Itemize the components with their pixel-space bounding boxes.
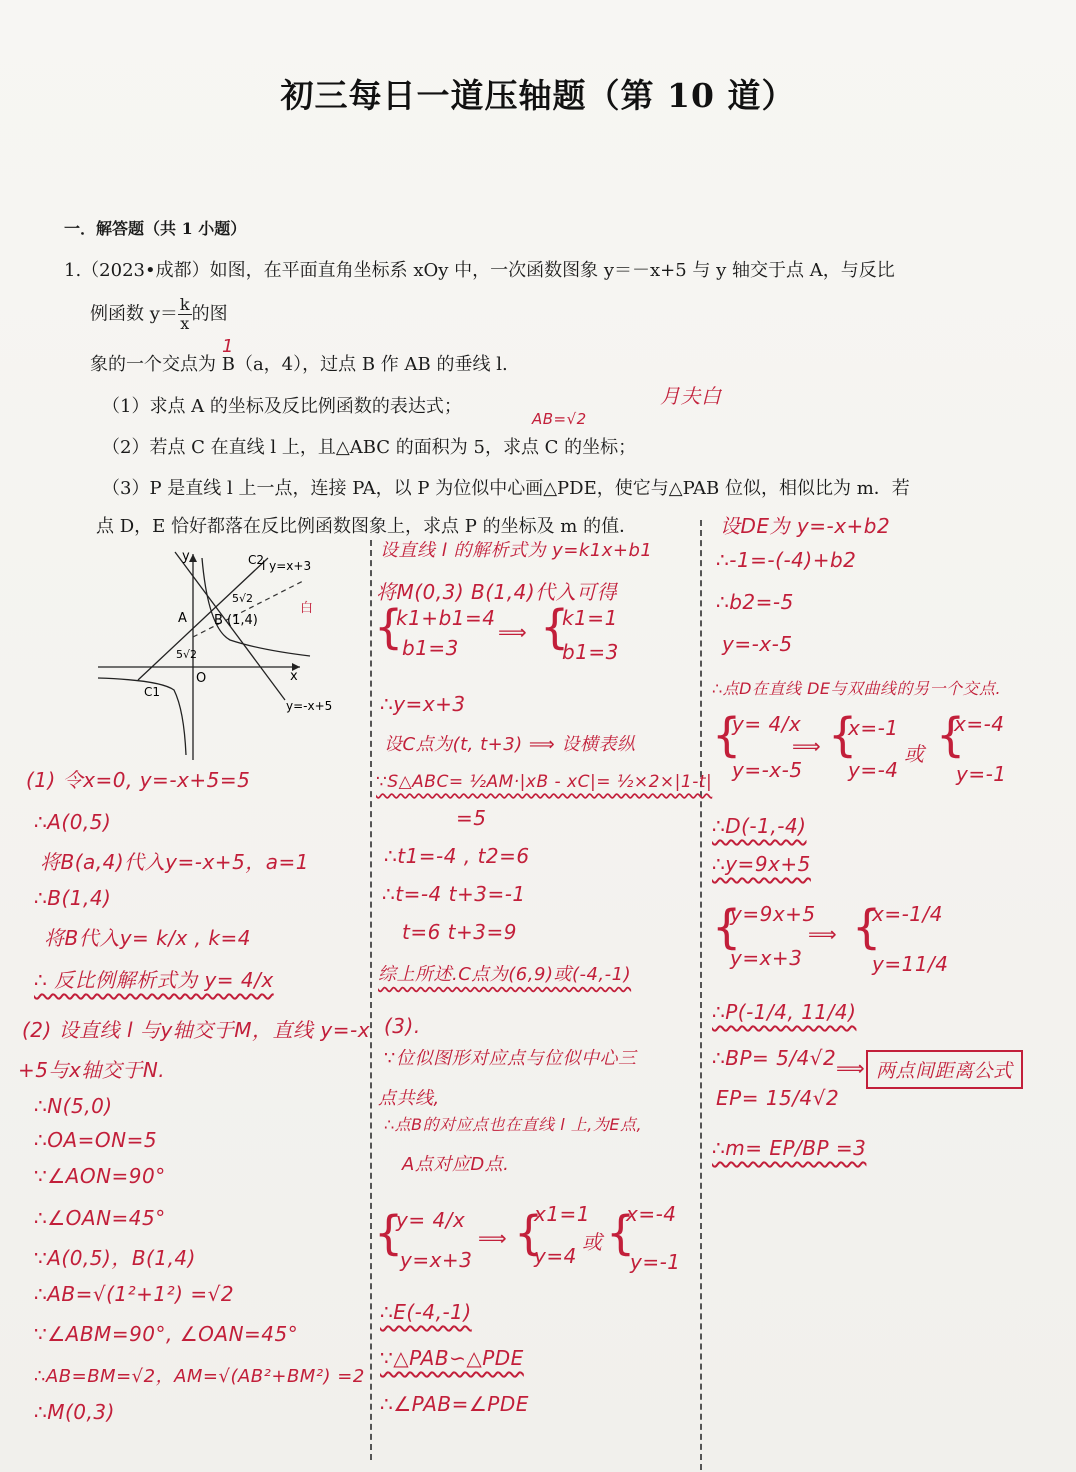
col2-line-17 (380, 1346, 524, 1370)
col3-brace-4: { (712, 900, 742, 954)
col3-eq-3: y=9x+5 (730, 902, 816, 926)
problem-line-3: 象的一个交点为 B（a，4），过点 B 作 AB 的垂线 l. (90, 354, 508, 375)
fraction-k-over-x (178, 296, 192, 333)
col2-eq-3: y= 4/x (396, 1208, 466, 1232)
col3-line-2: ∴-1=-(-4)+b2 (716, 548, 857, 572)
col2-line-7: ∴t1=-4 , t2=6 (384, 844, 530, 868)
col2-brace-1: { (374, 600, 404, 654)
col2-c-result: 综上所述.C点为(6,9)或(-4,-1) (378, 964, 632, 985)
hyperbola-branch-2 (98, 678, 186, 755)
col2-implies-2: ⟹ (478, 1226, 508, 1250)
col2-area-formula: ∵S△ABC= ½AM·|xB - xC|= ½×2×|1-t| (376, 772, 713, 792)
ab-length-note: AB=√2 (532, 410, 587, 428)
col1-line-17: ∴M(0,3) (34, 1400, 115, 1424)
col2-line-11: (3). (384, 1014, 421, 1038)
y-axis-arrow (189, 554, 197, 562)
point-c1-label: C1 (144, 685, 161, 699)
col2-line-12: ∵位似图形对应点与位似中心三 (384, 1048, 637, 1069)
col3-line-3: ∴b2=-5 (716, 590, 794, 614)
col2-line-8: ∴t=-4 t+3=-1 (382, 882, 526, 906)
col1-line-11: ∵∠AON=90° (34, 1164, 166, 1188)
col3-sol-2: y=-4 (848, 758, 899, 782)
col3-sol-1: x=-1 (848, 716, 899, 740)
handwritten-note: 月夫白 (660, 384, 722, 408)
col1-line-8: +5与x轴交于N. (18, 1058, 166, 1082)
fraction-denominator: x (180, 314, 190, 333)
col3-eq-4: y=x+3 (730, 946, 803, 970)
col2-line-5 (376, 772, 712, 792)
col2-line-6: =5 (456, 806, 487, 830)
col3-line-11 (712, 1136, 866, 1160)
col1-line-2: ∴A(0,5) (34, 810, 112, 834)
col2-brace-2: { (540, 600, 570, 654)
column-divider-2 (700, 520, 702, 1470)
col2-implies-1: ⟹ (498, 620, 528, 644)
col3-line-10: EP= 15/4√2 (716, 1086, 840, 1110)
y-axis-label: y (182, 549, 190, 564)
col2-sol-6: y=-1 (630, 1250, 681, 1274)
col3-sol-6: y=11/4 (872, 952, 949, 976)
origin-label: O (196, 671, 207, 686)
col2-sol-5: x=-4 (626, 1202, 677, 1226)
section-heading: 一．解答题（共 1 小题） (64, 219, 247, 238)
problem-line-2-text: 例函数 y＝ (90, 303, 178, 325)
col1-line-1: (1) 令x=0, y=-x+5=5 (26, 768, 251, 792)
col1-result-k: ∴ 反比例解析式为 y= 4/x (34, 968, 274, 992)
point-c2-label: C2 (248, 553, 265, 567)
col3-arrow: ⟹ (836, 1056, 866, 1080)
column-divider-1 (370, 540, 372, 1460)
col3-or: 或 (904, 742, 925, 766)
col2-line-16 (380, 1300, 472, 1324)
col2-line-14: ∴点B的对应点也在直线 l 上,为E点, (384, 1115, 643, 1134)
col2-line-2: 将M(0,3) B(1,4)代入可得 (376, 580, 618, 604)
col3-m-result: ∴m= EP/BP =3 (712, 1136, 867, 1160)
point-b-label: B (1,4) (214, 613, 258, 628)
col2-line-15: A点对应D点. (402, 1154, 510, 1175)
col2-or: 或 (582, 1230, 603, 1254)
col3-line-9: ∴BP= 5/4√2 (712, 1046, 837, 1070)
col3-brace-3: { (936, 708, 966, 762)
col3-brace-5: { (852, 900, 882, 954)
line-l-label: l y=x+3 (262, 559, 312, 573)
col2-sol-4: y=4 (534, 1244, 577, 1268)
problem-line-2 (90, 296, 228, 333)
col1-line-7: (2) 设直线 l 与y轴交于M，直线 y=-x (22, 1018, 371, 1042)
col2-brace-3: { (374, 1206, 404, 1260)
col3-line-5: ∴点D在直线 DE与双曲线的另一个交点. (712, 679, 1002, 698)
col2-sol-3: x1=1 (534, 1202, 591, 1226)
col1-line-6 (34, 964, 274, 993)
distance-formula-box: 两点间距离公式 (866, 1050, 1023, 1089)
col2-line-9: t=6 t+3=9 (402, 920, 517, 944)
question-3-line-1: （3）P 是直线 l 上一点，连接 PA，以 P 为位似中心画△PDE，使它与△PAB 位似，相似比为 m．若 (102, 478, 910, 499)
col1-line-12: ∴∠OAN=45° (34, 1206, 166, 1230)
col1-line-14: ∴AB=√(1²+1²) =√2 (34, 1282, 235, 1306)
coordinate-graph (90, 540, 360, 765)
col3-implies-1: ⟹ (792, 734, 822, 758)
col3-p-result: ∴P(-1/4, 11/4) (712, 1000, 857, 1024)
col3-implies-2: ⟹ (808, 922, 838, 946)
col3-sol-4: y=-1 (956, 762, 1007, 786)
fraction-numerator: k (179, 295, 190, 314)
col3-line-7 (712, 852, 811, 876)
line-main-label: y=-x+5 (286, 699, 333, 713)
col3-sol-5: x=-1/4 (872, 902, 943, 926)
graph-red-mark: 白 (300, 601, 314, 616)
col3-brace-2: { (828, 708, 858, 762)
col2-line-10 (378, 960, 631, 986)
col3-line-6 (712, 814, 806, 838)
page-title: 初三每日一道压轴题（第 10 道） (280, 76, 796, 115)
col1-line-15: ∵∠ABM=90°, ∠OAN=45° (34, 1322, 299, 1346)
col3-brace-1: { (712, 708, 742, 762)
question-2: （2）若点 C 在直线 l 上，且△ABC 的面积为 5，求点 C 的坐标； (102, 437, 637, 458)
col1-line-4: ∴B(1,4) (34, 886, 112, 910)
col3-line-4: y=-x-5 (722, 632, 793, 656)
col2-e-result: ∴E(-4,-1) (380, 1300, 472, 1324)
distance-label-1: 5√2 (232, 592, 254, 605)
col3-line-pd: ∴y=9x+5 (712, 852, 811, 876)
col3-line-1: 设DE为 y=-x+b2 (720, 514, 891, 538)
col2-brace-5: { (606, 1206, 636, 1260)
col2-line-1: 设直线 l 的解析式为 y=k1x+b1 (380, 540, 653, 561)
col3-line-8 (712, 1000, 856, 1024)
col1-line-13: ∵A(0,5)，B(1,4) (34, 1246, 196, 1270)
col2-line-4: 设C点为(t, t+3) ⟹ 设横表纵 (384, 734, 636, 755)
a-value-mark: 1 (222, 336, 234, 357)
col1-line-5: 将B代入y= k/x , k=4 (44, 926, 251, 950)
col2-brace-4: { (514, 1206, 544, 1260)
distance-label-2: 5√2 (176, 648, 198, 661)
point-a-label: A (178, 611, 187, 626)
col2-line-3: ∴y=x+3 (380, 692, 466, 716)
problem-line-2-tail: 的图 (191, 303, 228, 325)
question-3-line-2: 点 D，E 恰好都落在反比例函数图象上，求点 P 的坐标及 m 的值． (96, 516, 638, 537)
col2-similar: ∵△PAB∽△PDE (380, 1346, 524, 1370)
col3-eq-1: y= 4/x (732, 712, 802, 736)
col3-d-result: ∴D(-1,-4) (712, 814, 807, 838)
col2-sol-2: b1=3 (562, 640, 619, 664)
col1-line-9: ∴N(5,0) (34, 1094, 113, 1118)
col3-eq-2: y=-x-5 (732, 758, 803, 782)
col2-eq-2: b1=3 (402, 636, 459, 660)
x-axis-label: x (290, 669, 298, 684)
col2-sol-1: k1=1 (562, 606, 618, 630)
col2-eq-1: k1+b1=4 (396, 606, 496, 630)
col2-line-18: ∴∠PAB=∠PDE (380, 1392, 529, 1416)
col2-line-13: 点共线, (378, 1088, 440, 1109)
col1-line-10: ∴OA=ON=5 (34, 1128, 158, 1152)
question-1: （1）求点 A 的坐标及反比例函数的表达式； (102, 396, 462, 417)
problem-line-1: 1.（2023•成都）如图，在平面直角坐标系 xOy 中，一次函数图象 y＝－x+5 与 y 轴交于点 A，与反比 (64, 260, 895, 281)
col1-line-3: 将B(a,4)代入y=-x+5，a=1 (40, 850, 310, 874)
col1-line-16: ∴AB=BM=√2，AM=√(AB²+BM²) =2 (34, 1366, 365, 1387)
col3-sol-3: x=-4 (954, 712, 1005, 736)
col2-eq-4: y=x+3 (400, 1248, 473, 1272)
